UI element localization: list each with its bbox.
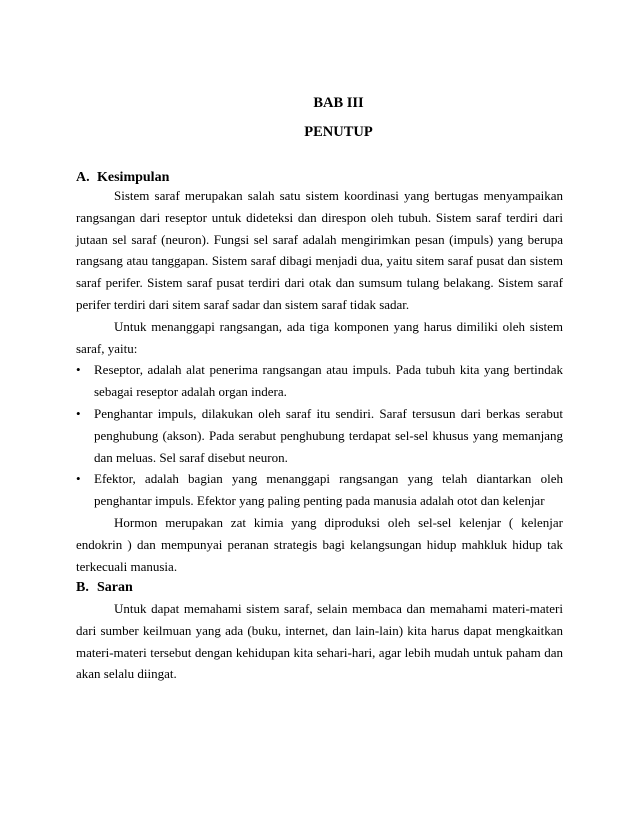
chapter-title: PENUTUP [304, 124, 373, 140]
section-b-body [76, 598, 563, 685]
list-item [76, 468, 563, 512]
section-b-title: Saran [97, 580, 133, 595]
section-a-marker: A. [76, 170, 90, 185]
paragraph-conclusion-2: Untuk menanggapi rangsangan, ada tiga komponen yang harus dimiliki oleh sistem saraf, yaitu: [76, 318, 563, 356]
bullet-icon: • [76, 362, 81, 378]
paragraph-suggestion: Untuk dapat memahami sistem saraf, selain membaca dan memahami materi-materi dari sumber keilmuan yang ada (buku, internet, dan lain-lain) kita harus dapat mengkaitkan materi-materi tersebut dengan kehidupan kita sehari-hari, agar lebih mudah untuk paham dan akan selalu diingat. [76, 601, 563, 682]
list-item-text: Efektor, adalah bagian yang menanggapi rangsangan yang telah diantarkan oleh penghantar impuls. Efektor yang paling penting pada manusia adalah otot dan kelenjar [94, 471, 563, 509]
paragraph-hormone: Hormon merupakan zat kimia yang diproduksi oleh sel-sel kelenjar ( kelenjar endokrin ) dan mempunyai peranan strategis bagi kelangsungan hidup mahkluk hidup tak terkecuali manusia. [76, 514, 563, 574]
list-item-text: Reseptor, adalah alat penerima rangsangan atau impuls. Pada tubuh kita yang bertindak sebagai reseptor adalah organ indera. [94, 362, 563, 400]
section-a-heading [76, 170, 169, 186]
section-b-marker: B. [76, 580, 89, 595]
bullet-icon: • [76, 471, 81, 487]
section-a-body [76, 185, 563, 577]
section-a-title: Kesimpulan [97, 170, 170, 185]
bullet-icon: • [76, 405, 81, 421]
component-list [76, 359, 563, 512]
list-item-text: Penghantar impuls, dilakukan oleh saraf itu sendiri. Saraf tersusun dari berkas serabut penghubung (akson). Pada serabut penghubung terdapat sel-sel khusus yang memanjang dan meluas. Sel saraf disebut neuron. [94, 405, 563, 465]
section-b-heading [76, 580, 133, 596]
list-item [76, 359, 563, 403]
paragraph-conclusion-1: Sistem saraf merupakan salah satu sistem koordinasi yang bertugas menyampaikan rangsangan dari reseptor untuk dideteksi dan direspon oleh tubuh. Sistem saraf terdiri dari jutaan sel saraf (neuron). Fungsi sel saraf adalah mengirimkan pesan (impuls) yang berupa rangsang atau tanggapan. Sistem saraf dibagi menjadi dua, yaitu sitem saraf pusat dan sistem saraf perifer. Sistem saraf pusat terdiri dari otak dan sumsum tulang belakang. Sistem saraf perifer terdiri dari sitem saraf sadar dan sistem saraf tidak sadar. [76, 188, 563, 312]
chapter-number: BAB III [313, 95, 364, 111]
list-item [76, 403, 563, 468]
